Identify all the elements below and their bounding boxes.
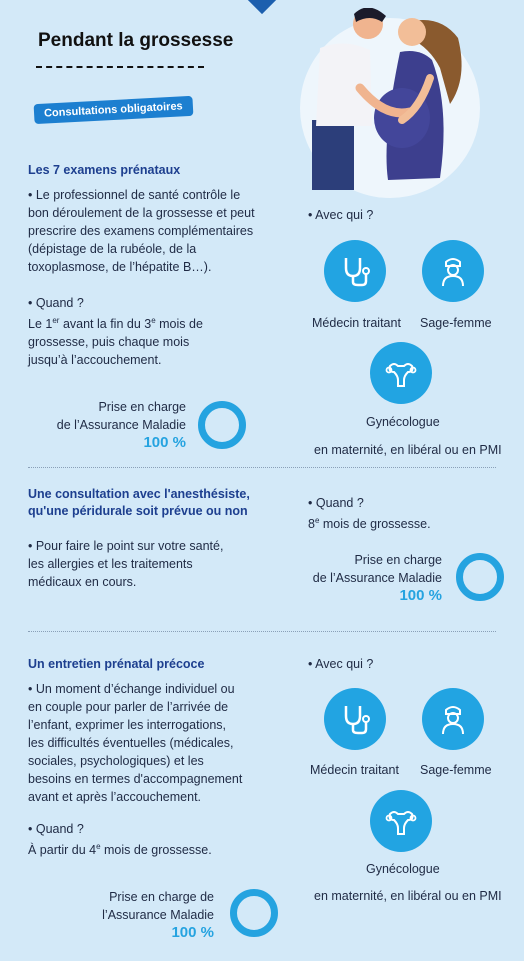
section2-prise [300,551,442,605]
desc-line: sociales, psychologiques) et les [28,754,204,768]
uterus-icon [370,342,432,404]
quand-line: À partir du 4e mois de grossesse. [28,842,212,858]
prise-line: de l’Assurance Maladie [312,571,442,585]
section1-description [28,186,288,276]
uterus-icon [370,790,432,852]
prise-line: l’Assurance Maladie [102,908,214,922]
midwife-icon [422,240,484,302]
section2-quand [308,494,431,533]
doctor-label: Médecin traitant [312,316,401,330]
section3-avec-label: • Avec qui ? [308,657,374,671]
gyneco-label: Gynécologue [366,415,440,429]
desc-line: • Un moment d’échange individuel ou [28,682,235,696]
section2-title [28,486,250,520]
stethoscope-icon [324,240,386,302]
prise-line: Prise en charge [98,400,186,414]
top-corner-marker [248,0,276,14]
title-divider [36,66,204,68]
section1-quand [28,294,288,369]
prise-line: Prise en charge [354,553,442,567]
desc-line: besoins en termes d'accompagnement [28,772,243,786]
desc-line: • Le professionnel de santé contrôle le [28,188,241,202]
prise-line: Prise en charge de [109,890,214,904]
section2-description [28,537,288,591]
desc-line: toxoplasmose, de l’hépatite B…). [28,260,212,274]
section3-description [28,680,298,806]
quand-line: 8e mois de grossesse. [308,516,431,532]
stethoscope-icon [324,688,386,750]
desc-line: en couple pour parler de l’arrivée de [28,700,229,714]
quand-label: • Quand ? [28,296,84,310]
section3-quand [28,820,288,859]
quand-line: Le 1er avant la fin du 3e mois de [28,316,203,332]
desc-line: bon déroulement de la grossesse et peut [28,206,255,220]
quand-label: • Quand ? [28,822,84,836]
section-divider [28,467,496,468]
desc-line: avant et après l’accouchement. [28,790,202,804]
section1-avec-label: • Avec qui ? [308,208,374,222]
couple-illustration [290,8,480,198]
section1-title: Les 7 examens prénataux [28,163,181,177]
gyneco-label: Gynécologue [366,862,440,876]
midwife-icon [422,688,484,750]
consultations-badge: Consultations obligatoires [34,96,194,124]
coverage-percent: 100 % [143,434,186,451]
desc-line: médicaux en cours. [28,575,137,589]
desc-line: les allergies et les traitements [28,557,193,571]
midwife-label: Sage-femme [420,316,492,330]
prise-line: de l’Assurance Maladie [56,418,186,432]
desc-line: prescrire des examens complémentaires [28,224,254,238]
desc-line: l’enfant, exprimer les interrogations, [28,718,227,732]
quand-label: • Quand ? [308,496,364,510]
coverage-ring-icon [198,401,246,449]
title-line: qu'une péridurale soit prévue ou non [28,504,248,518]
coverage-ring-icon [456,553,504,601]
where-label: en maternité, en libéral ou en PMI [314,889,502,903]
page-title: Pendant la grossesse [38,30,234,51]
quand-line: grossesse, puis chaque mois [28,335,190,350]
midwife-label: Sage-femme [420,763,492,777]
desc-line: les difficultés éventuelles (médicales, [28,736,234,750]
doctor-label: Médecin traitant [310,763,399,777]
desc-line: • Pour faire le point sur votre santé, [28,539,224,553]
desc-line: (dépistage de la rubéole, de la [28,242,197,256]
coverage-percent: 100 % [171,924,214,941]
section-divider [28,631,496,632]
quand-line: jusqu’à l’accouchement. [28,353,162,368]
section3-prise [70,888,214,942]
section1-prise [40,398,186,452]
coverage-ring-icon [230,889,278,937]
section3-title: Un entretien prénatal précoce [28,657,205,671]
where-label: en maternité, en libéral ou en PMI [314,443,502,457]
coverage-percent: 100 % [399,587,442,604]
title-line: Une consultation avec l'anesthésiste, [28,487,250,501]
